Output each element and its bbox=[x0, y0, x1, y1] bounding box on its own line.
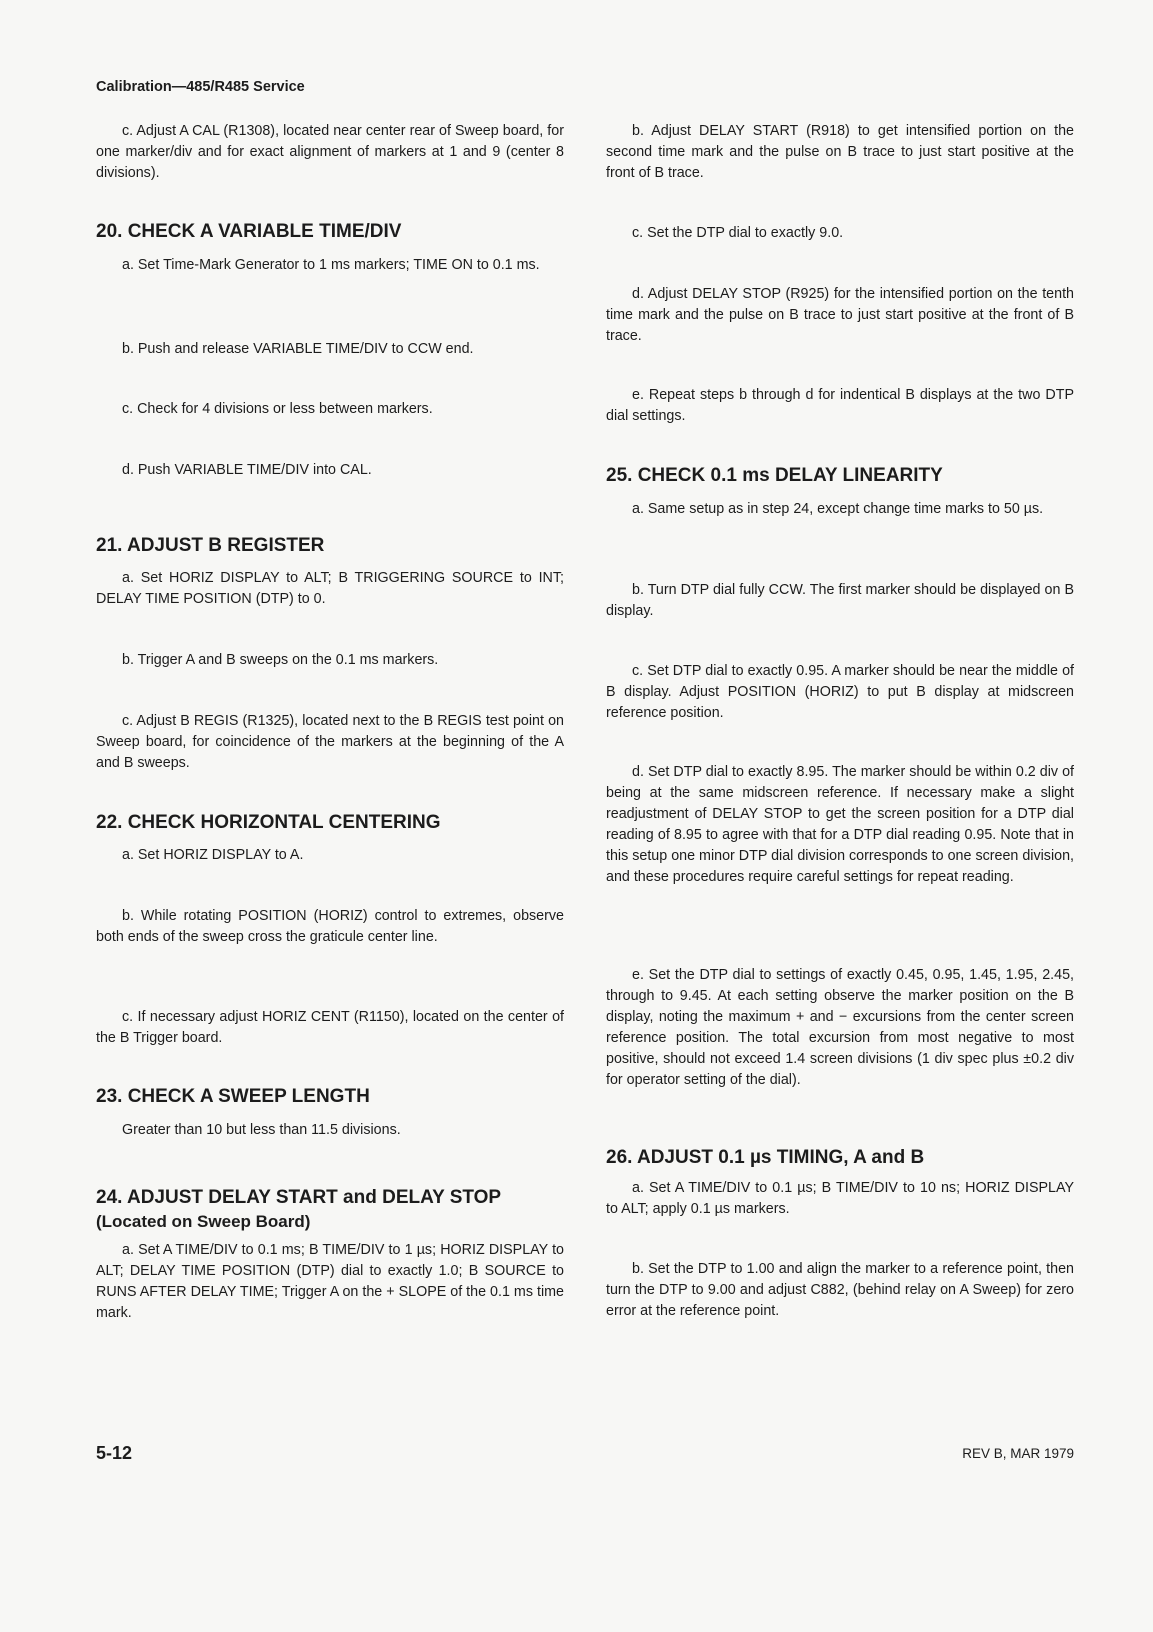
paragraph-24d bbox=[606, 284, 1074, 347]
heading-subtext: (Located on Sweep Board) bbox=[96, 1212, 311, 1231]
heading-text: 23. CHECK A SWEEP LENGTH bbox=[96, 1086, 370, 1107]
running-header: Calibration—485/R485 Service bbox=[96, 79, 305, 95]
paragraph-24e bbox=[606, 385, 1074, 427]
paragraph-25a bbox=[606, 499, 1074, 520]
paragraph-text: d. Set DTP dial to exactly 8.95. The marker should be within 0.2 div of being at the same midscreen reference. If necessary make a slight readjustment of DELAY STOP to get the screen position for a DTP dial reading of 8.95 to agree with that for a DTP dial reading 0.95. Note that in this setup one minor DTP dial division corresponds to one screen division, and these procedures require careful settings for repeat reading. bbox=[606, 764, 1074, 885]
paragraph-19c bbox=[96, 121, 564, 184]
paragraph-text: e. Repeat steps b through d for indentical B displays at the two DTP dial settings. bbox=[606, 387, 1074, 424]
paragraph-text: c. Check for 4 divisions or less between markers. bbox=[122, 401, 433, 417]
section-heading-25 bbox=[606, 464, 1074, 488]
paragraph-text: a. Set Time-Mark Generator to 1 ms markers; TIME ON to 0.1 ms. bbox=[122, 257, 540, 273]
paragraph-text: c. Adjust A CAL (R1308), located near center rear of Sweep board, for one marker/div and for exact alignment of markers at 1 and 9 (center 8 divisions). bbox=[96, 123, 564, 181]
paragraph-20c bbox=[96, 399, 564, 420]
section-heading-24 bbox=[96, 1186, 564, 1234]
paragraph-21c bbox=[96, 711, 564, 774]
paragraph-text: b. While rotating POSITION (HORIZ) control to extremes, observe both ends of the sweep cross the graticule center line. bbox=[96, 908, 564, 945]
revision-label: REV B, MAR 1979 bbox=[962, 1446, 1074, 1461]
paragraph-text: a. Set A TIME/DIV to 0.1 ms; B TIME/DIV to 1 µs; HORIZ DISPLAY to ALT; DELAY TIME POSITION (DTP) dial to exactly 1.0; B SOURCE to RUNS AFTER DELAY TIME; Trigger A on the + SLOPE of the 0.1 ms time mark. bbox=[96, 1242, 564, 1321]
page-number: 5-12 bbox=[96, 1443, 133, 1463]
section-heading-26 bbox=[606, 1146, 1074, 1170]
paragraph-text: b. Push and release VARIABLE TIME/DIV to CCW end. bbox=[122, 341, 474, 357]
section-heading-23 bbox=[96, 1085, 564, 1109]
paragraph-text: a. Set A TIME/DIV to 0.1 µs; B TIME/DIV to 10 ns; HORIZ DISPLAY to ALT; apply 0.1 µs markers. bbox=[606, 1180, 1074, 1217]
paragraph-22c bbox=[96, 1007, 564, 1049]
paragraph-24b bbox=[606, 121, 1074, 184]
paragraph-text: e. Set the DTP dial to settings of exactly 0.45, 0.95, 1.45, 1.95, 2.45, through to 9.45. At each setting observe the marker position on the B display, noting the maximum + and − excursions from the center screen reference position. The total excursion from most negative to most positive, should not exceed 1.4 screen divisions (1 div spec plus ±0.2 div for operator setting of the dial). bbox=[606, 967, 1074, 1088]
paragraph-text: b. Trigger A and B sweeps on the 0.1 ms markers. bbox=[122, 652, 439, 668]
paragraph-text: d. Adjust DELAY STOP (R925) for the intensified portion on the tenth time mark and the pulse on B trace to just start positive at the front of B trace. bbox=[606, 286, 1074, 344]
paragraph-text: b. Turn DTP dial fully CCW. The first marker should be displayed on B display. bbox=[606, 582, 1074, 619]
paragraph-25d bbox=[606, 762, 1074, 888]
paragraph-25c bbox=[606, 661, 1074, 724]
paragraph-21a bbox=[96, 568, 564, 610]
paragraph-20a bbox=[96, 255, 564, 276]
paragraph-text: a. Set HORIZ DISPLAY to A. bbox=[122, 847, 304, 863]
heading-text: 22. CHECK HORIZONTAL CENTERING bbox=[96, 812, 441, 833]
heading-text: 21. ADJUST B REGISTER bbox=[96, 535, 325, 556]
paragraph-26a bbox=[606, 1178, 1074, 1220]
paragraph-20b bbox=[96, 339, 564, 360]
section-heading-21 bbox=[96, 534, 564, 558]
paragraph-21b bbox=[96, 650, 564, 671]
paragraph-text: c. Set the DTP dial to exactly 9.0. bbox=[632, 225, 844, 241]
paragraph-23 bbox=[96, 1120, 564, 1141]
paragraph-text: a. Same setup as in step 24, except change time marks to 50 µs. bbox=[632, 501, 1044, 517]
paragraph-24a bbox=[96, 1240, 564, 1324]
heading-text: 20. CHECK A VARIABLE TIME/DIV bbox=[96, 221, 402, 242]
heading-text: 24. ADJUST DELAY START and DELAY STOP bbox=[96, 1187, 502, 1208]
paragraph-text: c. If necessary adjust HORIZ CENT (R1150), located on the center of the B Trigger board. bbox=[96, 1009, 564, 1046]
paragraph-text: c. Set DTP dial to exactly 0.95. A marker should be near the middle of B display. Adjust POSITION (HORIZ) to put B display at midscreen reference position. bbox=[606, 663, 1074, 721]
paragraph-26b bbox=[606, 1259, 1074, 1322]
paragraph-22b bbox=[96, 906, 564, 948]
paragraph-24c bbox=[606, 223, 1074, 244]
paragraph-text: b. Adjust DELAY START (R918) to get intensified portion on the second time mark and the pulse on B trace to just start positive at the front of B trace. bbox=[606, 123, 1074, 181]
paragraph-25b bbox=[606, 580, 1074, 622]
paragraph-20d bbox=[96, 460, 564, 481]
paragraph-text: Greater than 10 but less than 11.5 divisions. bbox=[122, 1122, 401, 1138]
paragraph-text: a. Set HORIZ DISPLAY to ALT; B TRIGGERING SOURCE to INT; DELAY TIME POSITION (DTP) to 0. bbox=[96, 570, 564, 607]
section-heading-20 bbox=[96, 220, 564, 244]
heading-text: 25. CHECK 0.1 ms DELAY LINEARITY bbox=[606, 465, 943, 486]
section-heading-22 bbox=[96, 811, 564, 835]
paragraph-text: d. Push VARIABLE TIME/DIV into CAL. bbox=[122, 462, 372, 478]
paragraph-22a bbox=[96, 845, 564, 866]
paragraph-text: c. Adjust B REGIS (R1325), located next to the B REGIS test point on Sweep board, for coincidence of the markers at the beginning of the A and B sweeps. bbox=[96, 713, 564, 771]
paragraph-25e bbox=[606, 965, 1074, 1091]
paragraph-text: b. Set the DTP to 1.00 and align the marker to a reference point, then turn the DTP to 9.00 and adjust C882, (behind relay on A Sweep) for zero error at the reference point. bbox=[606, 1261, 1074, 1319]
heading-text: 26. ADJUST 0.1 µs TIMING, A and B bbox=[606, 1147, 925, 1168]
